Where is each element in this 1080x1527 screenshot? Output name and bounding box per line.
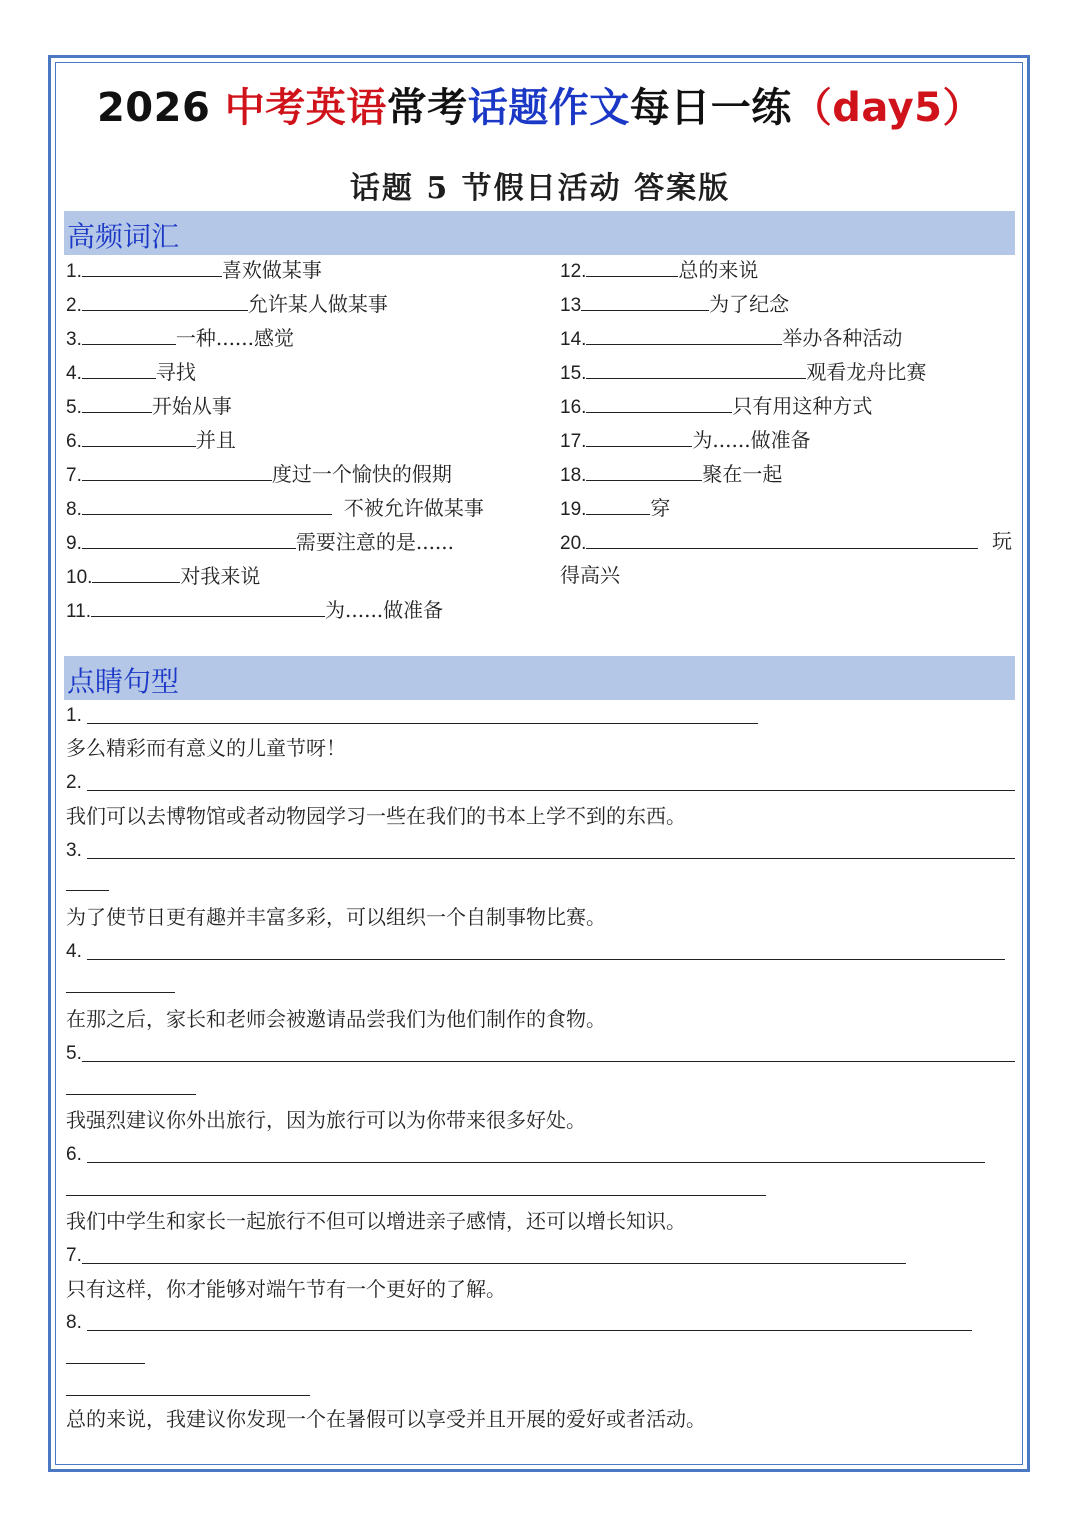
answer-blank[interactable]: [91, 596, 325, 617]
sentence-number: 5.: [66, 1043, 82, 1064]
answer-blank[interactable]: [82, 256, 222, 277]
answer-blank[interactable]: [82, 358, 156, 379]
sentence-number: 2.: [66, 772, 82, 793]
answer-blank[interactable]: [586, 528, 978, 549]
sentence-number: 7.: [66, 1245, 82, 1266]
answer-blank[interactable]: [586, 392, 732, 413]
answer-line[interactable]: [66, 1395, 310, 1396]
sentence-chinese: 为了使节日更有趣并丰富多彩，可以组织一个自制事物比赛。: [66, 905, 606, 929]
answer-line[interactable]: [82, 1263, 906, 1264]
vocab-item: 12. 总的来说: [560, 258, 759, 282]
vocab-item: 13 为了纪念: [560, 292, 790, 316]
vocab-item: 8. 不被允许做某事: [66, 496, 484, 520]
answer-line[interactable]: [87, 959, 1005, 960]
answer-blank[interactable]: [586, 494, 650, 515]
vocab-item: 6. 并且: [66, 428, 236, 452]
vocab-item: 16. 只有用这种方式: [560, 394, 873, 418]
sentence-section-title: 点睛句型: [67, 665, 180, 698]
answer-blank[interactable]: [82, 426, 196, 447]
answer-line[interactable]: [82, 1061, 1015, 1062]
vocab-item: 7. 度过一个愉快的假期: [66, 462, 452, 486]
answer-line[interactable]: [87, 1330, 972, 1331]
answer-blank[interactable]: [586, 426, 692, 447]
vocab-item: 9. 需要注意的是......: [66, 530, 455, 554]
sentence-chinese: 总的来说，我建议你发现一个在暑假可以享受并且开展的爱好或者活动。: [66, 1407, 706, 1431]
vocab-item: 20.: [560, 528, 978, 557]
vocab-item: 5. 开始从事: [66, 394, 232, 418]
vocab-meaning-tail: 玩: [992, 529, 1012, 553]
answer-blank[interactable]: [82, 494, 332, 515]
answer-line[interactable]: [87, 1162, 985, 1163]
sentence-chinese: 我们中学生和家长一起旅行不但可以增进亲子感情，还可以增长知识。: [66, 1209, 686, 1233]
answer-blank[interactable]: [82, 324, 176, 345]
vocab-item: 19. 穿: [560, 496, 671, 520]
answer-blank[interactable]: [82, 460, 272, 481]
answer-line[interactable]: [87, 723, 758, 724]
vocab-item: 11. 为......做准备: [66, 598, 444, 622]
answer-blank[interactable]: [581, 290, 709, 311]
vocab-meaning-continued: 得高兴: [560, 563, 620, 587]
sentence-chinese: 我们可以去博物馆或者动物园学习一些在我们的书本上学不到的东西。: [66, 804, 686, 828]
vocab-item: 17. 为......做准备: [560, 428, 811, 452]
answer-line[interactable]: [66, 992, 175, 993]
vocab-item: 3. 一种......感觉: [66, 326, 295, 350]
vocab-item: 10. 对我来说: [66, 564, 261, 588]
main-title: 2026 中考英语常考话题作文每日一练（day5）: [96, 85, 984, 131]
answer-line[interactable]: [87, 858, 1015, 859]
vocab-item: 14. 举办各种活动: [560, 326, 903, 350]
answer-blank[interactable]: [82, 528, 296, 549]
answer-blank[interactable]: [586, 358, 806, 379]
sentence-chinese: 在那之后，家长和老师会被邀请品尝我们为他们制作的食物。: [66, 1007, 606, 1031]
sentence-number: 8.: [66, 1312, 82, 1333]
vocab-item: 15. 观看龙舟比赛: [560, 360, 927, 384]
answer-blank[interactable]: [92, 562, 180, 583]
sentence-number: 3.: [66, 840, 82, 861]
answer-line[interactable]: [87, 790, 1015, 791]
answer-line[interactable]: [66, 1363, 145, 1364]
vocab-section-title: 高频词汇: [67, 220, 180, 253]
answer-blank[interactable]: [82, 290, 248, 311]
sentence-chinese: 多么精彩而有意义的儿童节呀！: [66, 736, 346, 760]
sentence-number: 4.: [66, 941, 82, 962]
answer-blank[interactable]: [586, 460, 702, 481]
page-subtitle: 话题 5 节假日活动 答案版: [349, 171, 731, 206]
vocab-item: 18. 聚在一起: [560, 462, 783, 486]
answer-line[interactable]: [66, 1094, 196, 1095]
sentence-number: 1.: [66, 705, 82, 726]
vocab-item: 1. 喜欢做某事: [66, 258, 322, 282]
sentence-section-header: [64, 656, 1015, 700]
vocab-section-header: [64, 211, 1015, 255]
answer-line[interactable]: [66, 890, 109, 891]
answer-blank[interactable]: [586, 256, 678, 277]
answer-blank[interactable]: [586, 324, 782, 345]
sentence-chinese: 只有这样，你才能够对端午节有一个更好的了解。: [66, 1277, 506, 1301]
sentence-number: 6.: [66, 1144, 82, 1165]
vocab-item: 2. 允许某人做某事: [66, 292, 388, 316]
answer-line[interactable]: [66, 1195, 766, 1196]
sentence-chinese: 我强烈建议你外出旅行，因为旅行可以为你带来很多好处。: [66, 1108, 586, 1132]
answer-blank[interactable]: [82, 392, 152, 413]
vocab-item: 4. 寻找: [66, 360, 196, 384]
